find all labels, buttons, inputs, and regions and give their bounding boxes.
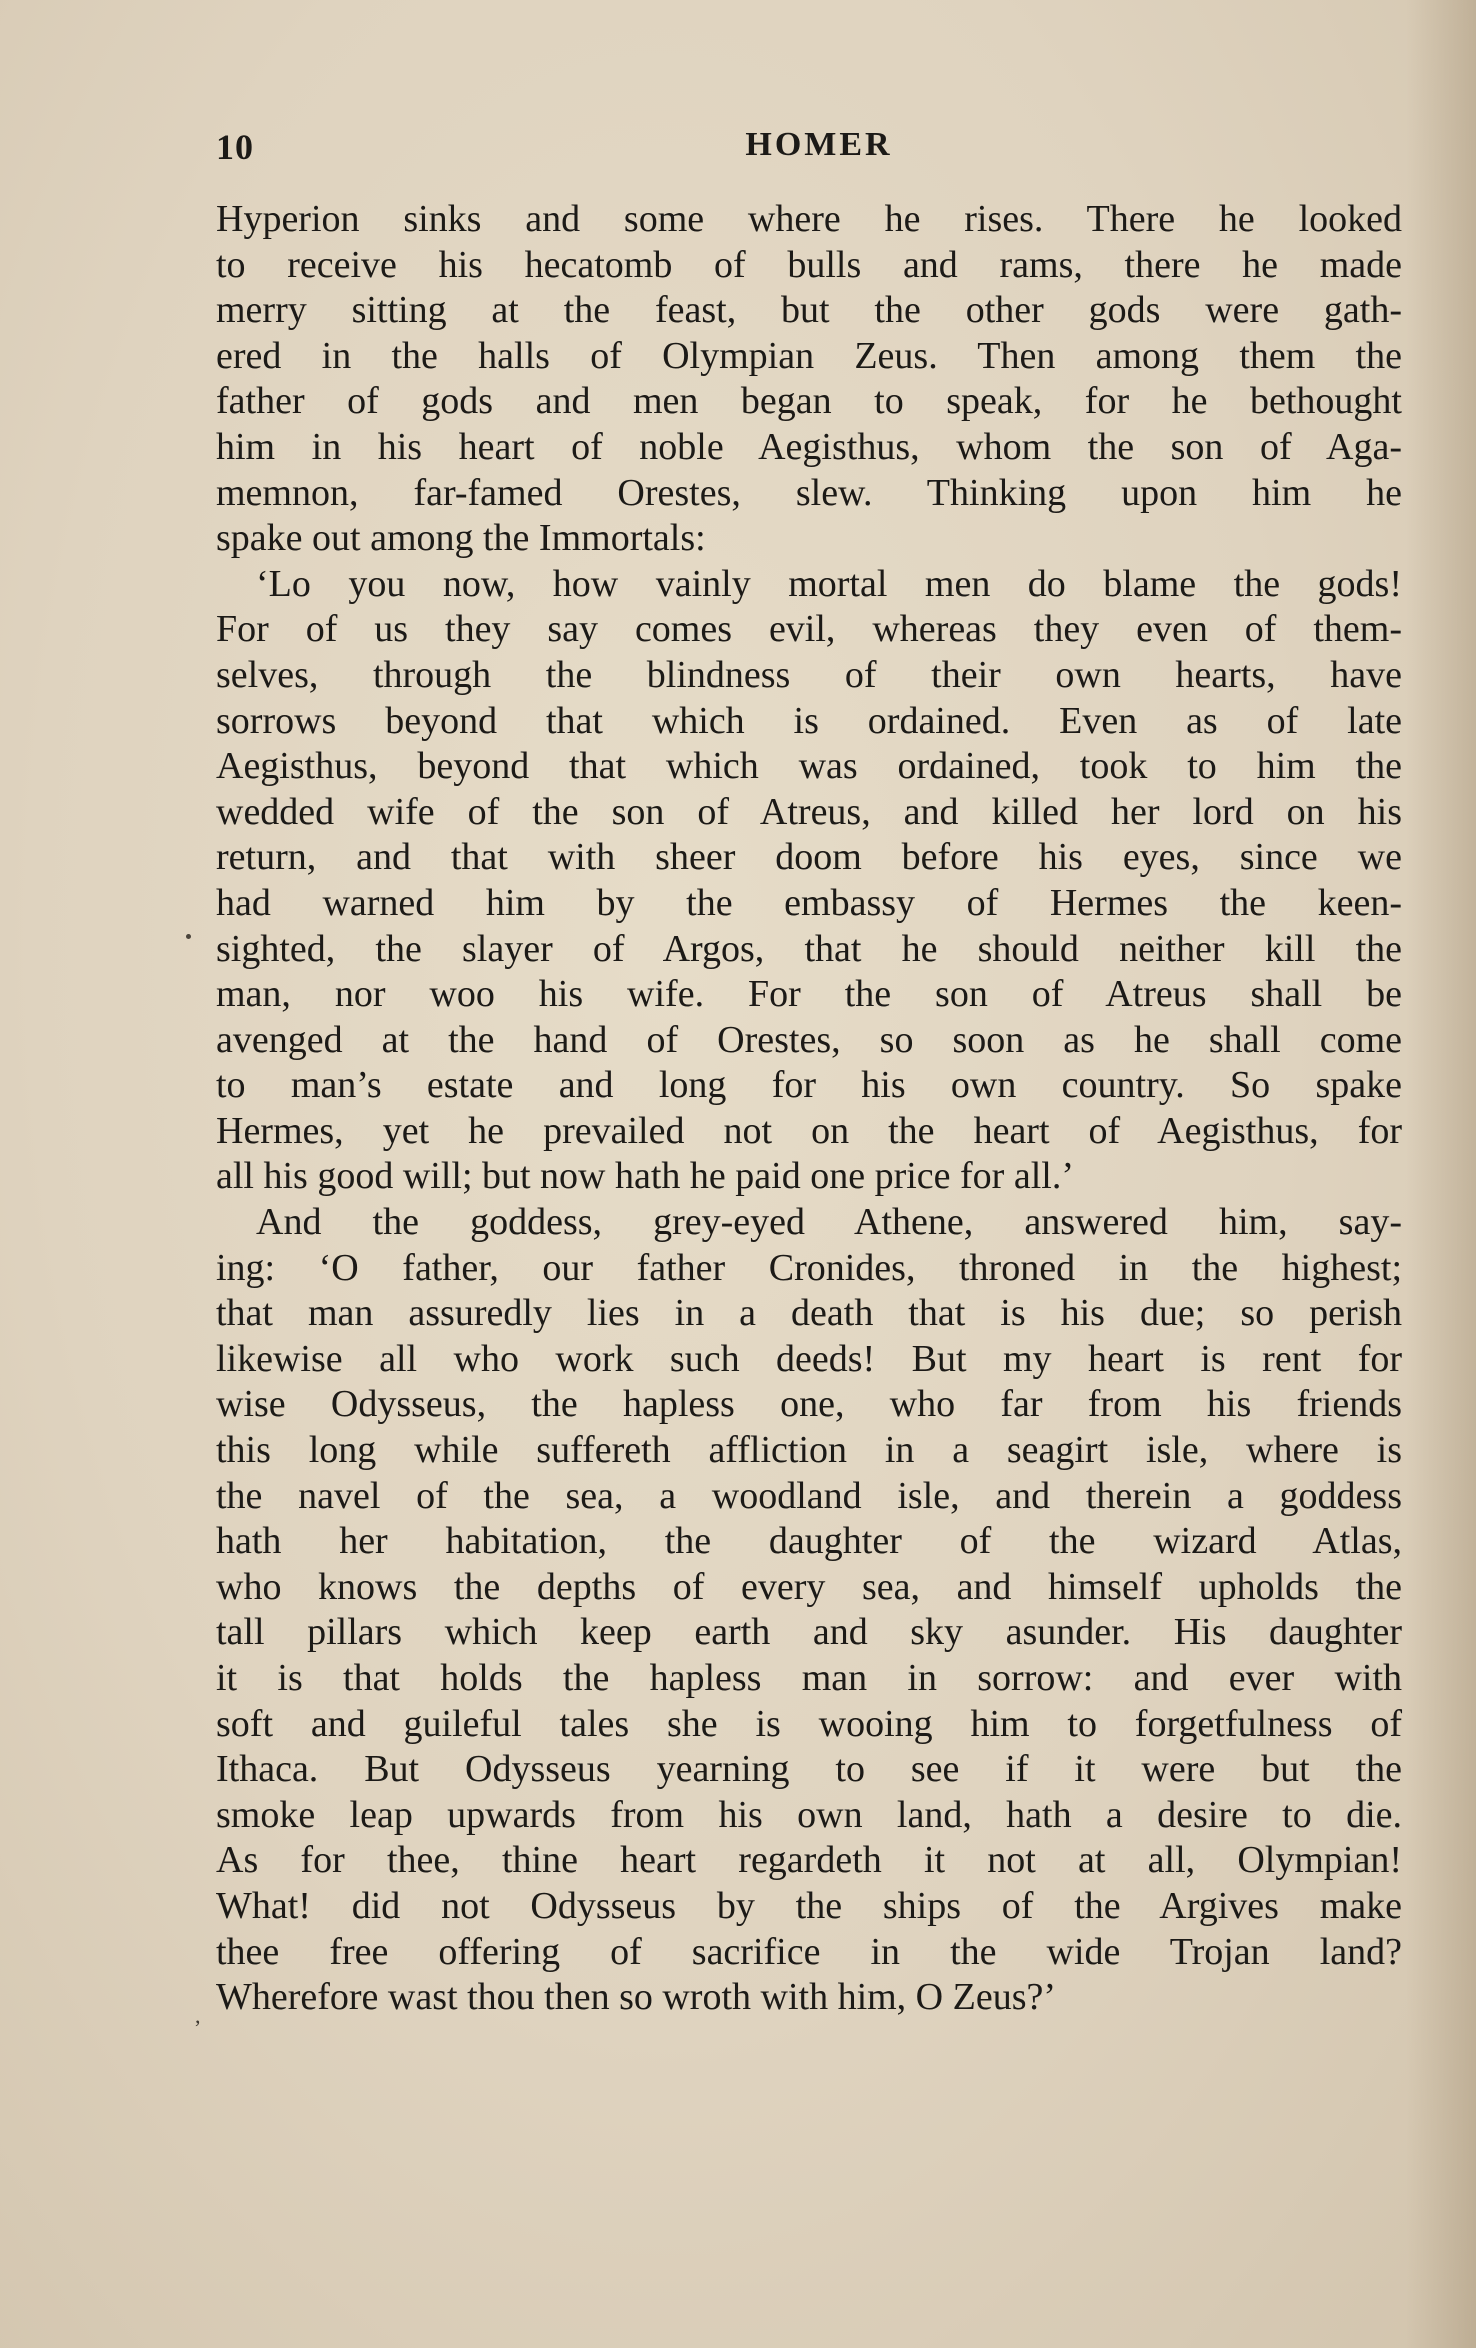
text-line: Aegisthus, beyond that which was ordained, took to him the bbox=[216, 745, 1402, 788]
body-text bbox=[216, 197, 1402, 2021]
print-speck bbox=[186, 934, 191, 939]
text-line: thee free offering of sacrifice in the wide Trojan land? bbox=[216, 1930, 1402, 1973]
text-line: ing: ‘O father, our father Cronides, throned in the highest; bbox=[216, 1246, 1402, 1289]
text-line: hath her habitation, the daughter of the wizard Atlas, bbox=[216, 1520, 1402, 1563]
running-head: HOMER bbox=[745, 126, 893, 163]
text-line: the navel of the sea, a woodland isle, and therein a goddess bbox=[216, 1474, 1402, 1517]
text-line: memnon, far-famed Orestes, slew. Thinking upon him he bbox=[216, 471, 1402, 514]
page-number: 10 bbox=[216, 127, 254, 167]
text-line: this long while suffereth affliction in a seagirt isle, where is bbox=[216, 1429, 1402, 1472]
text-line: spake out among the Immortals: bbox=[216, 517, 706, 560]
text-line: likewise all who work such deeds! But my heart is rent for bbox=[216, 1337, 1402, 1380]
text-line: father of gods and men began to speak, for he bethought bbox=[216, 380, 1402, 423]
text-line: that man assuredly lies in a death that is his due; so perish bbox=[216, 1292, 1402, 1335]
text-line: As for thee, thine heart regardeth it not at all, Olympian! bbox=[216, 1839, 1402, 1882]
text-line: all his good will; but now hath he paid one price for all.’ bbox=[216, 1155, 1074, 1198]
text-line: Wherefore wast thou then so wroth with him, O Zeus?’ bbox=[216, 1976, 1057, 2019]
text-line: him in his heart of noble Aegisthus, whom the son of Aga- bbox=[216, 425, 1402, 468]
text-line: return, and that with sheer doom before his eyes, since we bbox=[216, 836, 1402, 879]
text-line: tall pillars which keep earth and sky asunder. His daughter bbox=[216, 1611, 1402, 1654]
text-line: What! did not Odysseus by the ships of the Argives make bbox=[216, 1884, 1402, 1927]
text-line: Hermes, yet he prevailed not on the heart of Aegisthus, for bbox=[216, 1109, 1402, 1152]
text-line: ered in the halls of Olympian Zeus. Then among them the bbox=[216, 334, 1402, 377]
text-line: to man’s estate and long for his own country. So spake bbox=[216, 1064, 1402, 1107]
text-line: Hyperion sinks and some where he rises. There he looked bbox=[216, 198, 1402, 240]
text-line: For of us they say comes evil, whereas they even of them- bbox=[216, 608, 1402, 651]
text-line: wedded wife of the son of Atreus, and killed her lord on his bbox=[216, 790, 1402, 833]
text-line: who knows the depths of every sea, and himself upholds the bbox=[216, 1565, 1402, 1608]
text-line: to receive his hecatomb of bulls and rams, there he made bbox=[216, 243, 1402, 286]
text-line: sorrows beyond that which is ordained. Even as of late bbox=[216, 699, 1402, 742]
text-line: Ithaca. But Odysseus yearning to see if it were but the bbox=[216, 1748, 1402, 1791]
page-gutter-shadow bbox=[1406, 0, 1476, 2348]
text-line: it is that holds the hapless man in sorrow: and ever with bbox=[216, 1657, 1402, 1699]
paragraph-first-line: ‘Lo you now, how vainly mortal men do blame the gods! bbox=[256, 562, 1402, 605]
text-line: avenged at the hand of Orestes, so soon as he shall come bbox=[216, 1018, 1402, 1061]
text-line: smoke leap upwards from his own land, hath a desire to die. bbox=[216, 1793, 1402, 1836]
page-header bbox=[216, 126, 1402, 172]
text-line: merry sitting at the feast, but the other gods were gath- bbox=[216, 289, 1402, 332]
text-line: man, nor woo his wife. For the son of Atreus shall be bbox=[216, 973, 1402, 1016]
text-line: soft and guileful tales she is wooing him to forgetfulness of bbox=[216, 1702, 1402, 1745]
text-line: wise Odysseus, the hapless one, who far from his friends bbox=[216, 1383, 1402, 1426]
text-line: sighted, the slayer of Argos, that he should neither kill the bbox=[216, 927, 1402, 970]
text-line: had warned him by the embassy of Hermes the keen- bbox=[216, 881, 1402, 924]
text-line: selves, through the blindness of their own hearts, have bbox=[216, 653, 1402, 696]
paragraph-first-line: And the goddess, grey-eyed Athene, answered him, say- bbox=[256, 1201, 1402, 1244]
print-mark: , bbox=[195, 2003, 201, 2028]
